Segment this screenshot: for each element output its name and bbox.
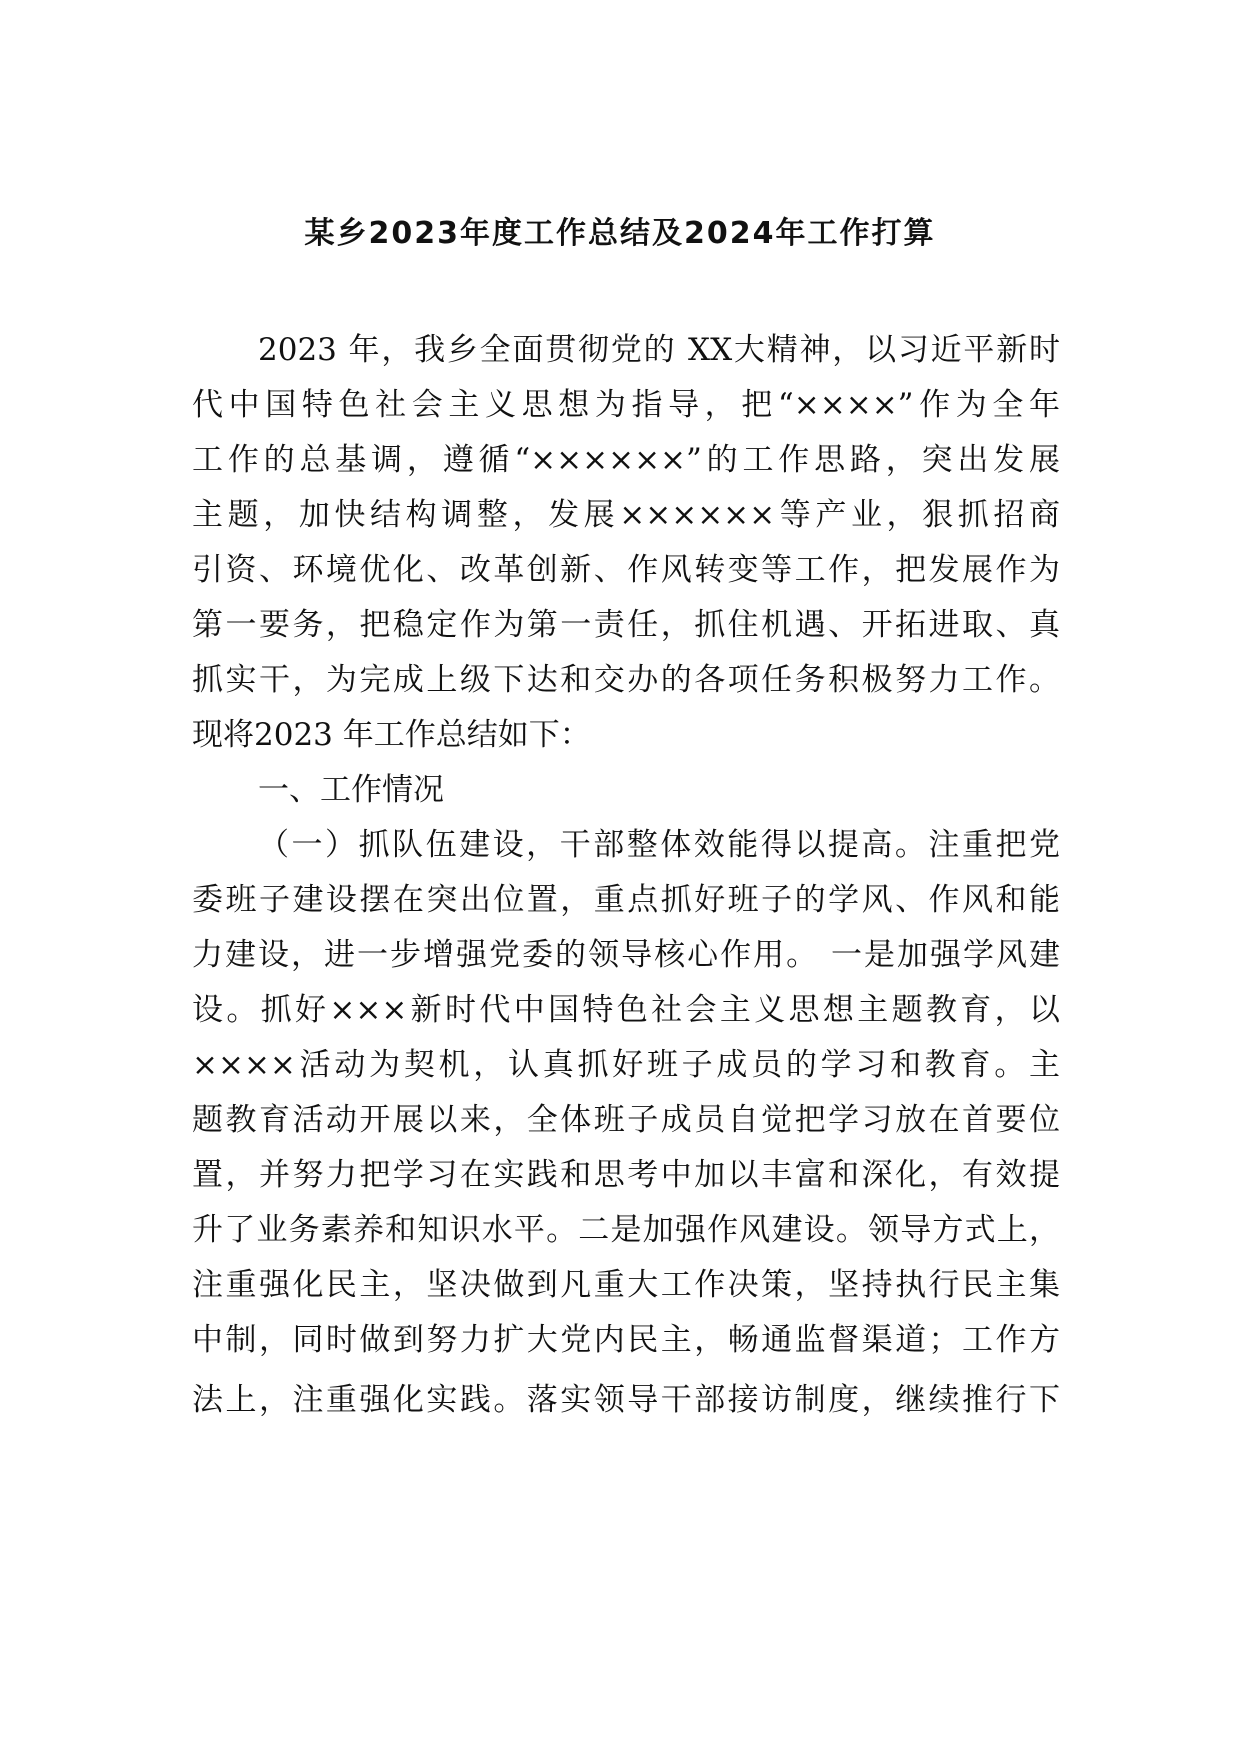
paragraph-line: 抓实干，为完成上级下达和交办的各项任务积极努力工作。 (192, 662, 1060, 698)
paragraph-line: 设。抓好×××新时代中国特色社会主义思想主题教育，以 (192, 992, 1060, 1028)
document-title: 某乡2023年度工作总结及2024年工作打算 (304, 216, 936, 251)
paragraph-line: 现将2023 年工作总结如下： (192, 717, 591, 753)
paragraph-line: 主题，加快结构调整，发展××××××等产业，狠抓招商 (192, 497, 1060, 533)
paragraph-line: 力建设，进一步增强党委的领导核心作用。 一是加强学风建 (192, 937, 1060, 973)
paragraph-line: 引资、环境优化、改革创新、作风转变等工作，把发展作为 (192, 552, 1060, 588)
paragraph-line: 题教育活动开展以来，全体班子成员自觉把学习放在首要位 (192, 1102, 1060, 1138)
paragraph-line: （一）抓队伍建设，干部整体效能得以提高。注重把党 (258, 827, 1060, 863)
paragraph-line: 工作的总基调，遵循“××××××”的工作思路，突出发展 (192, 442, 1060, 478)
paragraph-line: 升了业务素养和知识水平。二是加强作风建设。领导方式上， (192, 1212, 1060, 1248)
paragraph-line: 置，并努力把学习在实践和思考中加以丰富和深化，有效提 (192, 1157, 1060, 1193)
paragraph-line: 代中国特色社会主义思想为指导，把“××××”作为全年 (192, 387, 1060, 423)
paragraph-line: 第一要务，把稳定作为第一责任，抓住机遇、开拓进取、真 (192, 607, 1060, 643)
paragraph-line: 注重强化民主，坚决做到凡重大工作决策，坚持执行民主集 (192, 1267, 1060, 1303)
paragraph-line: 2023 年，我乡全面贯彻党的 XX大精神，以习近平新时 (258, 332, 1060, 368)
paragraph-line: ××××活动为契机，认真抓好班子成员的学习和教育。主 (192, 1047, 1060, 1083)
section-heading: 一、工作情况 (258, 772, 444, 808)
paragraph-line: 委班子建设摆在突出位置，重点抓好班子的学风、作风和能 (192, 882, 1060, 918)
paragraph-line: 法上，注重强化实践。落实领导干部接访制度，继续推行下 (192, 1382, 1060, 1418)
paragraph-line: 中制，同时做到努力扩大党内民主，畅通监督渠道；工作方 (192, 1322, 1060, 1358)
